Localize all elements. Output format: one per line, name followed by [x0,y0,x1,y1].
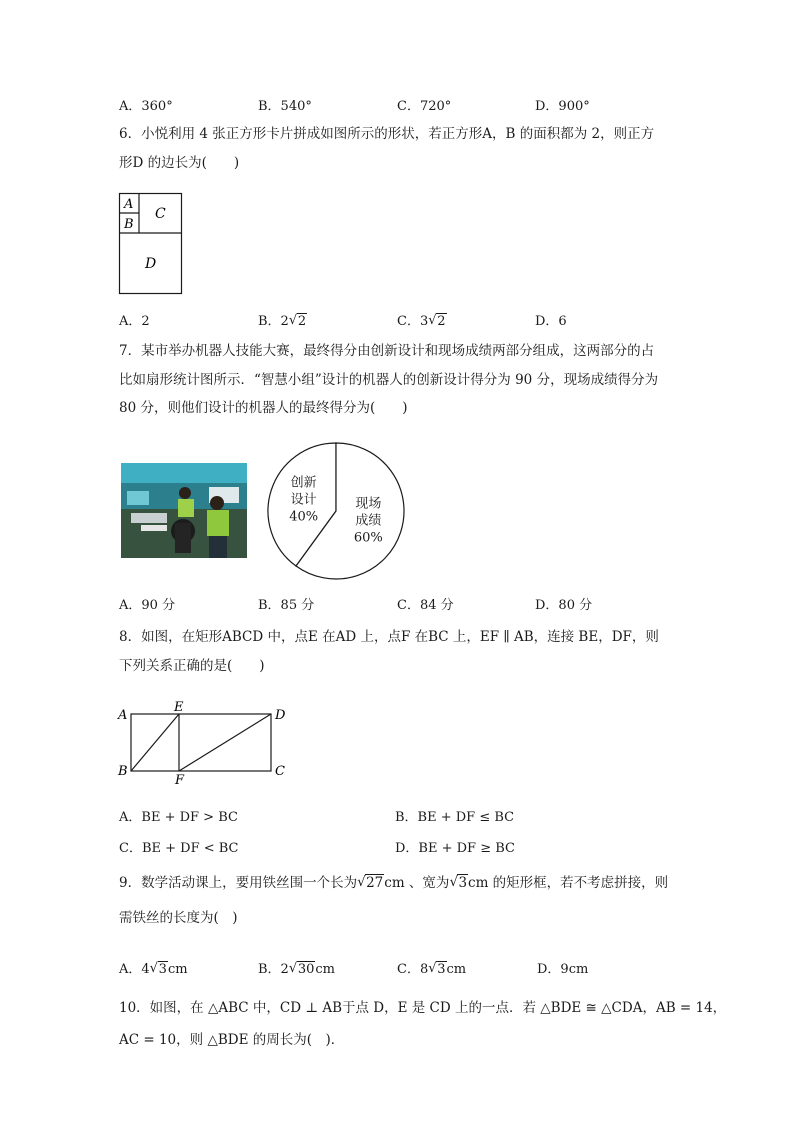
q8-label-a: A [118,708,128,723]
robot-competition-photo [121,463,247,558]
q10-stem-line1: 10．如图，在 △ABC 中，CD ⊥ AB于点 D，E 是 CD 上的一点．若 △BDE ≅ △CDA，AB = 14， [119,1000,727,1016]
q5-option-a: A．360° [119,99,173,114]
q6-option-d: D．6 [535,314,567,329]
q8-option-b: B．BE + DF ≤ BC [395,810,515,825]
q9-option-c: C．8√ 3cm [397,958,466,977]
pie-label-2-line3: 60% [353,530,383,546]
q6-option-c: C．3√ 2 [397,310,447,329]
q6-stem-line1: 6．小悦利用 4 张正方形卡片拼成如图所示的形状，若正方形A，B 的面积都为 2，则正方 [119,126,655,142]
pie-label-1-line3: 40% [289,509,319,525]
q8-option-d: D．BE + DF ≥ BC [395,841,515,856]
q8-label-d: D [275,708,286,723]
pie-label-1-line1: 创新 [290,475,317,491]
q8-label-b: B [118,764,128,779]
q6-squares-figure [118,192,184,296]
q6-label-a: A [124,197,134,212]
q8-rectangle-figure [116,700,296,790]
q5-option-c: C．720° [397,99,452,114]
pie-label-2-line2: 成绩 [355,513,382,529]
q6-option-a: A．2 [119,314,150,329]
q9-stem-line1: 9．数学活动课上，要用铁丝围一个长为√ 27cm 、宽为√ 3cm 的矩形框，若不考虑拼接，则 [119,873,668,893]
q7-stem-line1: 7．某市举办机器人技能大赛，最终得分由创新设计和现场成绩两部分组成，这两部分的占 [119,343,655,359]
pie-label-2-line1: 现场 [355,496,382,512]
q9-stem-line2: 需铁丝的长度为( ) [119,910,238,926]
q9-option-a: A．4√ 3cm [119,958,188,977]
q6-stem-line2: 形D 的边长为( ) [119,155,240,171]
q8-stem-line2: 下列关系正确的是( ) [119,658,265,674]
q8-option-c: C．BE + DF < BC [119,841,239,856]
q6-label-b: B [124,217,134,232]
q5-option-b: B．540° [258,99,312,114]
pie-label-1-line2: 设计 [290,492,317,508]
q6-option-b: B．2√ 2 [258,310,307,329]
q6-label-c: C [155,206,166,222]
q8-label-f: F [175,773,185,788]
q8-stem-line1: 8．如图，在矩形ABCD 中，点E 在AD 上，点F 在BC 上，EF ∥ AB，连接 BE，DF，则 [119,629,659,645]
q5-option-d: D．900° [535,99,590,114]
q7-option-d: D．80 分 [535,598,593,613]
q9-option-d: D．9cm [537,962,589,977]
q10-stem-line2: AC = 10，则 △BDE 的周长为( )． [119,1032,345,1048]
q8-option-a: A．BE + DF > BC [119,810,238,825]
q7-option-a: A．90 分 [119,598,176,613]
q9-option-b: B．2√ 30cm [258,958,335,977]
q7-stem-line3: 80 分，则他们设计的机器人的最终得分为( ) [119,400,408,416]
q8-label-e: E [174,700,184,715]
score-pie-chart [263,440,409,583]
q7-option-c: C．84 分 [397,598,454,613]
q6-label-d: D [145,256,157,272]
q7-stem-line2: 比如扇形统计图所示．“智慧小组”设计的机器人的创新设计得分为 90 分，现场成绩得分为 [119,372,659,388]
q7-option-b: B．85 分 [258,598,315,613]
q8-label-c: C [275,764,285,779]
